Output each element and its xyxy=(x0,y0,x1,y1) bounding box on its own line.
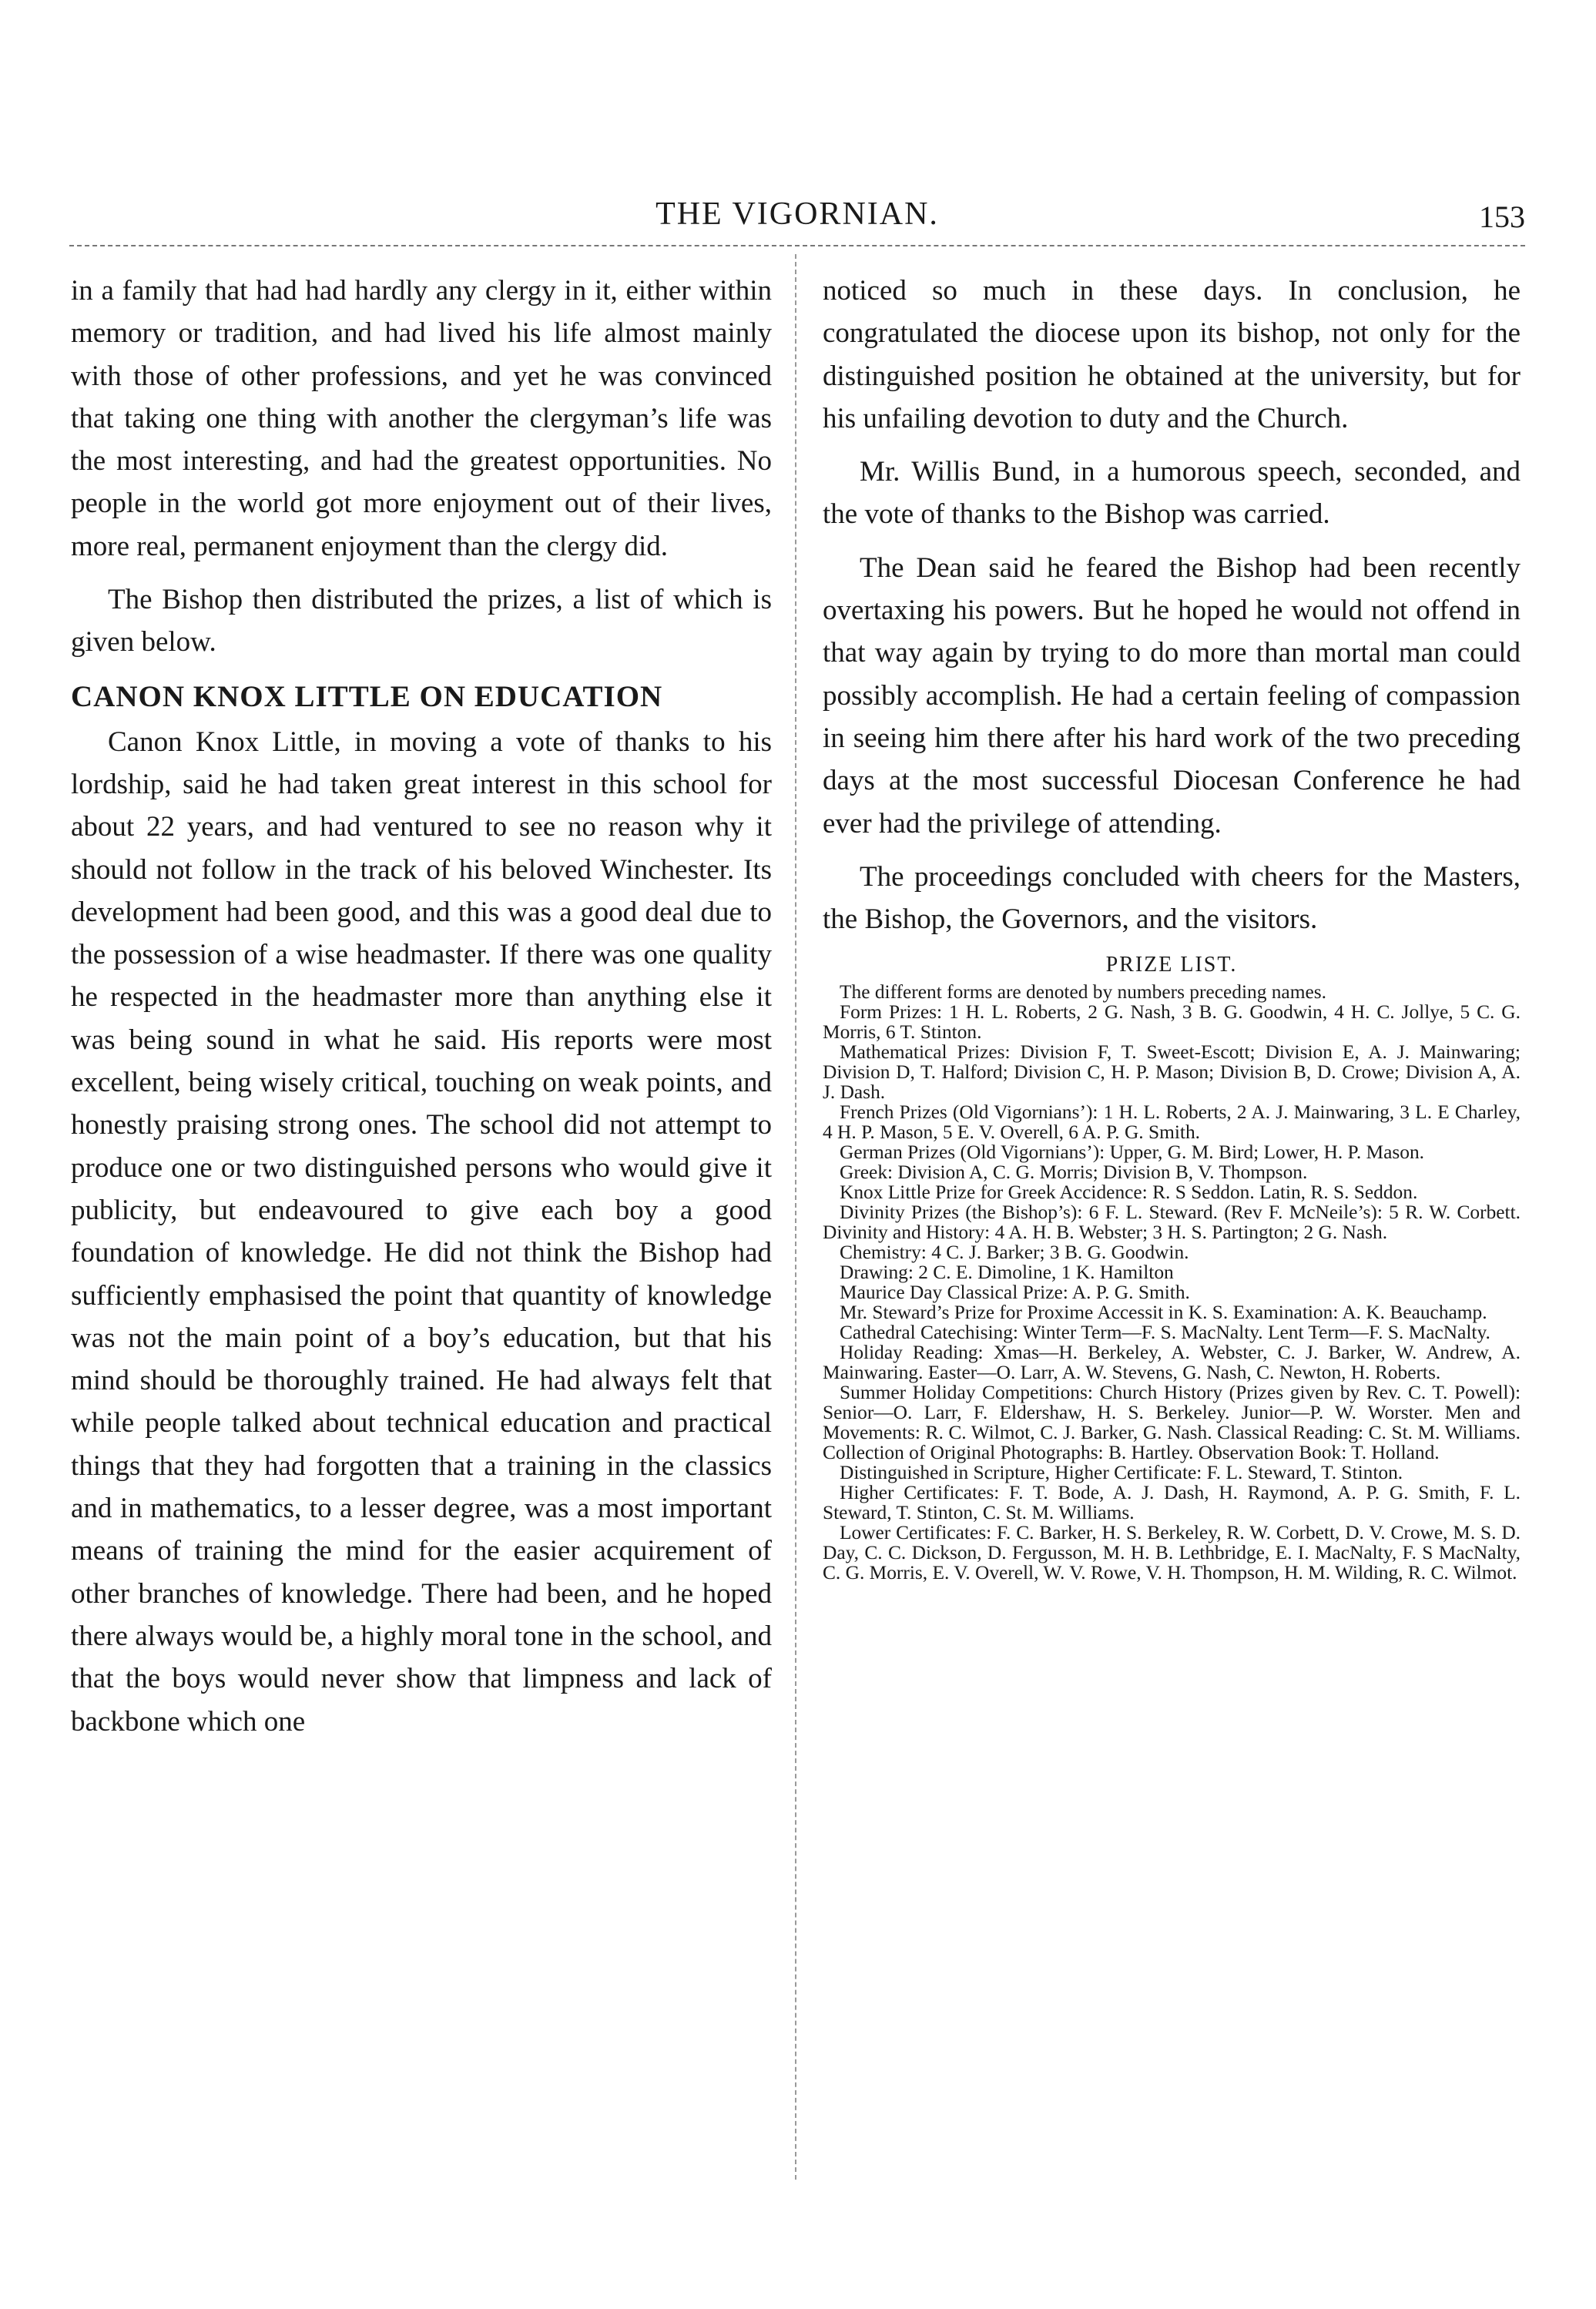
right-column xyxy=(823,270,1521,1583)
prize-list xyxy=(823,953,1521,1583)
prize-list-item: Mr. Steward’s Prize for Proxime Accessit in K. S. Examination: A. K. Beauchamp. xyxy=(840,1302,1487,1324)
prize-list-item: Summer Holiday Competitions: Church History (Prizes given by Rev. C. T. Powell): Senior—O. Larr, F. Eldershaw, H. S. Berkeley. Junior—P. W. Worster. Men and Movements: R. C. Wilmot, C. J. Barker, G. Nash. Classical Reading: C. St. M. Williams. Collection of Original Photographs: B. Hartley. Observation Book: T. Holland. xyxy=(823,1382,1521,1464)
prize-list-item: German Prizes (Old Vigornians’): Upper, G. M. Bird; Lower, H. P. Mason. xyxy=(840,1141,1424,1164)
prize-list-item: Knox Little Prize for Greek Accidence: R. S Seddon. Latin, R. S. Seddon. xyxy=(840,1181,1418,1204)
running-title: THE VIGORNIAN. xyxy=(656,196,939,232)
prize-list-title: PRIZE LIST. xyxy=(1105,953,1238,977)
body-paragraph: in a family that had had hardly any clergy in it, either within memory or tradition, and had lived his life almost mainly with those of other professions, and yet he was convinced that taking one thing with another the clergyman’s life was the most interesting, and had the greatest opportunities. No people in the world got more enjoyment out of their lives, more real, permanent enjoyment than the clergy did. xyxy=(71,275,772,562)
prize-list-item: Higher Certificates: F. T. Bode, A. J. Dash, H. Raymond, A. P. G. Smith, F. L. Steward, T. Stinton, C. St. M. Williams. xyxy=(823,1482,1521,1524)
prize-list-item: Lower Certificates: F. C. Barker, H. S. Berkeley, R. W. Corbett, D. V. Crowe, M. S. D. Day, C. C. Dickson, D. Fergusson, M. H. B. Lethbridge, E. I. MacNalty, F. S MacNalty, C. G. Morris, E. V. Overell, W. V. Rowe, V. H. Thompson, H. M. Wilding, R. C. Wilmot. xyxy=(823,1522,1521,1584)
prize-list-item: Form Prizes: 1 H. L. Roberts, 2 G. Nash, 3 B. G. Goodwin, 4 H. C. Jollye, 5 C. G. Morris, 6 T. Stinton. xyxy=(823,1001,1521,1044)
body-paragraph: Canon Knox Little, in moving a vote of thanks to his lordship, said he had taken great interest in this school for about 22 years, and had ventured to see no reason why it should not follow in the track of his beloved Winchester. Its development had been good, and this was a good deal due to the possession of a wise headmaster. If there was one quality he respected in the headmaster more than anything else it was being sound in what he said. His reports were most excellent, being wisely critical, touching on weak points, and honestly praising strong ones. The school did not attempt to produce one or two distinguished persons who would give it publicity, but endeavoured to give each boy a good foundation of knowledge. He did not think the Bishop had sufficiently emphasised the point that quantity of knowledge was not the main point of a boy’s education, but that his mind should be thoroughly trained. He had always felt that while people talked about technical education and practical things that they had forgotten that a training in the classics and in mathematics, to a lesser degree, was a most important means of training the mind for the easier acquirement of other branches of knowledge. There had been, and he hoped there always would be, a highly moral tone in the school, and that the boys would never show that limpness and lack of backbone which one xyxy=(71,726,772,1738)
body-paragraph: The Dean said he feared the Bishop had been recently overtaxing his powers. But he hoped he would not offend in that way again by trying to do more than mortal man could possibly accomplish. He had a certain feeling of compassion in seeing him there after his hard work of the two preceding days at the most successful Diocesan Conference he had ever had the privilege of attending. xyxy=(823,551,1521,839)
page-header xyxy=(69,196,1525,242)
prize-list-item: The different forms are denoted by numbers preceding names. xyxy=(840,981,1326,1004)
page-number: 153 xyxy=(1479,199,1525,234)
column-divider xyxy=(795,254,796,2180)
prize-list-item: Mathematical Prizes: Division F, T. Sweet-Escott; Division E, A. J. Mainwaring; Division D, T. Halford; Division C, H. P. Mason; Division B, D. Crowe; Division A, A. J. Dash. xyxy=(823,1041,1521,1104)
header-rule xyxy=(69,245,1525,246)
prize-list-item: Greek: Division A, C. G. Morris; Division B, V. Thompson. xyxy=(840,1161,1308,1184)
prize-list-item: French Prizes (Old Vigornians’): 1 H. L. Roberts, 2 A. J. Mainwaring, 3 L. E Charley, 4 H. P. Mason, 5 E. V. Overell, 6 A. P. G. Smith. xyxy=(823,1101,1521,1144)
body-paragraph: noticed so much in these days. In conclusion, he congratulated the diocese upon its bishop, not only for the distinguished position he obtained at the university, but for his unfailing devotion to duty and the Church. xyxy=(823,275,1521,434)
body-paragraph: The proceedings concluded with cheers for the Masters, the Bishop, the Governors, and the visitors. xyxy=(823,860,1521,936)
prize-list-item: Cathedral Catechising: Winter Term—F. S. MacNalty. Lent Term—F. S. MacNalty. xyxy=(840,1322,1490,1344)
prize-list-item: Holiday Reading: Xmas—H. Berkeley, A. Webster, C. J. Barker, W. Andrew, A. Mainwaring. Easter—O. Larr, A. W. Stevens, G. Nash, C. Newton, H. Roberts. xyxy=(823,1342,1521,1384)
left-column xyxy=(71,270,772,1754)
prize-list-item: Maurice Day Classical Prize: A. P. G. Smith. xyxy=(840,1282,1190,1304)
body-paragraph: The Bishop then distributed the prizes, a list of which is given below. xyxy=(71,584,772,659)
prize-list-item: Divinity Prizes (the Bishop’s): 6 F. L. Steward. (Rev F. McNeile’s): 5 R. W. Corbett. Divinity and History: 4 A. H. B. Webster; 3 H. S. Partington; 2 G. Nash. xyxy=(823,1201,1521,1244)
prize-list-item: Drawing: 2 C. E. Dimoline, 1 K. Hamilton xyxy=(840,1262,1174,1284)
section-heading: CANON KNOX LITTLE ON EDUCATION xyxy=(71,679,663,713)
body-paragraph: Mr. Willis Bund, in a humorous speech, seconded, and the vote of thanks to the Bishop was carried. xyxy=(823,456,1521,531)
prize-list-item: Distinguished in Scripture, Higher Certificate: F. L. Steward, T. Stinton. xyxy=(840,1462,1403,1484)
prize-list-item: Chemistry: 4 C. J. Barker; 3 B. G. Goodwin. xyxy=(840,1242,1189,1264)
